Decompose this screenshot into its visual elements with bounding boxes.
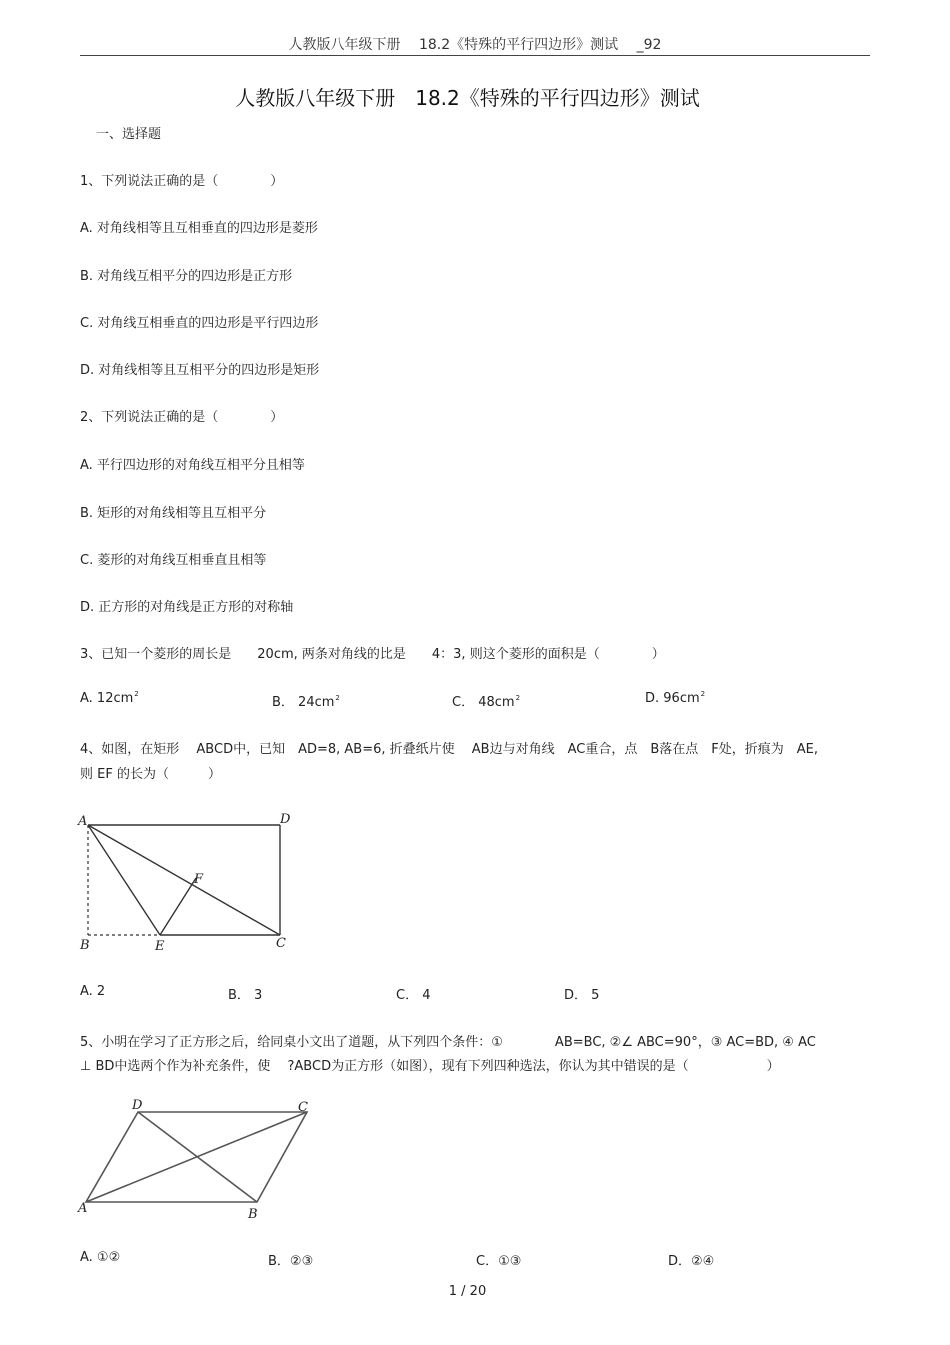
q3-option-a: A. $12cm^2$ [80, 690, 139, 706]
label-d: D [132, 1098, 143, 1113]
label-a: A [78, 814, 88, 829]
q4-option-d: D． 5 [564, 988, 600, 1003]
q4-stem-line1: 4、如图，在矩形 ABCD中，已知 AD=8, AB=6, 折叠纸片使 AB边与对角线 AC重合，点 B落在点 F处，折痕为 AE, [80, 742, 818, 757]
q5-option-a: A. ①② [80, 1250, 121, 1265]
q1-option-b: B. 对角线互相平分的四边形是正方形 [80, 269, 293, 284]
q2-option-c: C. 菱形的对角线互相垂直且相等 [80, 553, 267, 568]
page-title: 人教版八年级下册 18.2《特殊的平行四边形》测试 [235, 86, 700, 110]
label-c: C [276, 936, 286, 951]
section-heading: 一、选择题 [96, 127, 162, 142]
q5-parallelogram-figure [72, 1092, 322, 1227]
q5-option-b: B．②③ [268, 1254, 314, 1269]
page-number: 1 / 20 [448, 1284, 487, 1299]
q4-option-a: A. 2 [80, 984, 106, 999]
q3-option-d: D. $96cm^2$ [645, 690, 706, 706]
q5-stem-line1: 5、小明在学习了正方形之后，给同桌小文出了道题，从下列四个条件：① AB=BC, ②∠ ABC=90°，③ AC=BD, ④ AC [80, 1035, 816, 1050]
fold-line-ae [88, 825, 160, 935]
q1-option-d: D. 对角线相等且互相平分的四边形是矩形 [80, 363, 320, 378]
label-f: F [194, 872, 204, 887]
q5-option-d: D．②④ [668, 1254, 715, 1269]
label-b: B [248, 1207, 258, 1222]
q3-stem: 3、已知一个菱形的周长是 20cm, 两条对角线的比是 4：3, 则这个菱形的面积是（ ） [80, 647, 665, 662]
q5-stem-line2: ⊥ BD中选两个作为补充条件，使 ?ABCD为正方形（如图），现有下列四种选法，你认为其中错误的是（ ） [80, 1059, 780, 1074]
diagonal-ac [88, 825, 280, 935]
q3-option-c: C． $48cm^2$ [452, 694, 521, 710]
segment-ef [160, 878, 196, 935]
q2-option-a: A. 平行四边形的对角线互相平分且相等 [80, 458, 305, 473]
header-rule [80, 55, 870, 56]
label-e: E [155, 939, 165, 954]
label-d: D [280, 812, 291, 827]
diagonal-bd [138, 1112, 257, 1202]
label-c: C [298, 1100, 308, 1115]
q4-rectangle-figure [70, 805, 310, 955]
q1-option-a: A. 对角线相等且互相垂直的四边形是菱形 [80, 221, 318, 236]
label-a: A [78, 1201, 88, 1216]
q4-option-b: B． 3 [228, 988, 263, 1003]
q2-option-b: B. 矩形的对角线相等且互相平分 [80, 506, 267, 521]
running-header: 人教版八年级下册 18.2《特殊的平行四边形》测试 _92 [288, 37, 662, 53]
q2-option-d: D. 正方形的对角线是正方形的对称轴 [80, 600, 294, 615]
q2-stem: 2、下列说法正确的是（ ） [80, 410, 284, 425]
q3-option-b: B． $24cm^2$ [272, 694, 340, 710]
q4-stem-line2: 则 EF 的长为（ ） [80, 767, 221, 782]
q4-option-c: C． 4 [396, 988, 431, 1003]
q1-stem: 1、下列说法正确的是（ ） [80, 174, 284, 189]
q1-option-c: C. 对角线互相垂直的四边形是平行四边形 [80, 316, 319, 331]
q5-option-c: C．①③ [476, 1254, 522, 1269]
label-b: B [80, 938, 90, 953]
